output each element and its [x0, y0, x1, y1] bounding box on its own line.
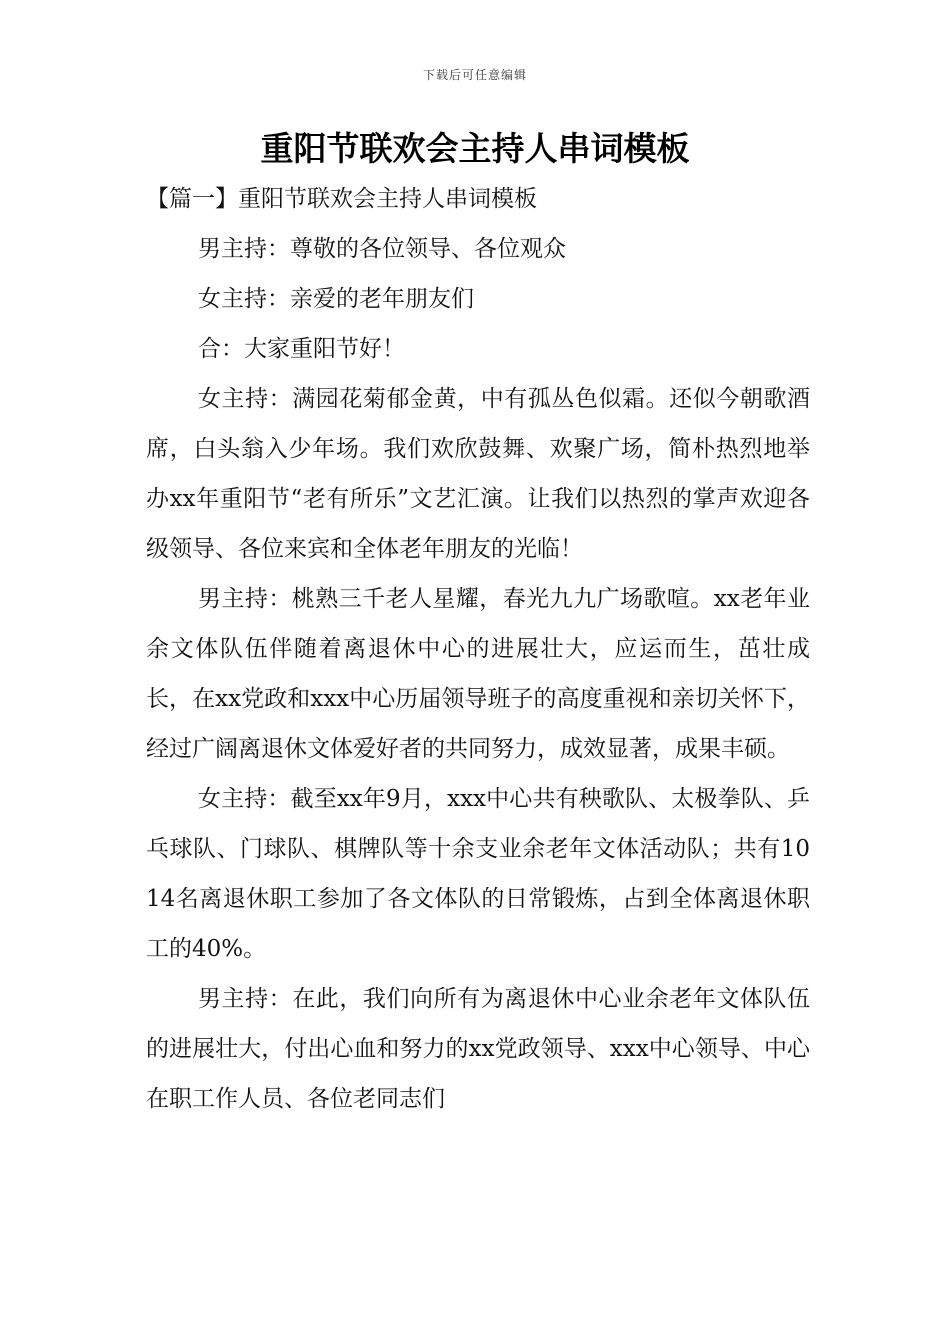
paragraph-female-host-statistics: 女主持：截至xx年9月，xxx中心共有秧歌队、太极拳队、乒乓球队、门球队、棋牌队等十余支业余老年文体活动队；共有1014名离退休职工参加了各文体队的日常锻炼，占到全体离退休职工的40%。 — [146, 786, 810, 962]
paragraph-together-greeting: 合：大家重阳节好！ — [198, 336, 405, 362]
document-body — [146, 174, 810, 1124]
paragraph-female-host-greeting: 女主持：亲爱的老年朋友们 — [198, 286, 474, 312]
paragraph-male-host-history: 男主持：桃熟三千老人星耀，春光九九广场歌喧。xx老年业余文体队伍伴随着离退休中心的进展壮大，应运而生，茁壮成长，在xx党政和xxx中心历届领导班子的高度重视和亲切关怀下，经过广阔离退休文体爱好者的共同努力，成效显著，成果丰硕。 — [146, 586, 810, 762]
document-title: 重阳节联欢会主持人串词模板 — [260, 129, 690, 168]
paragraph-female-host-opening: 女主持：满园花菊郁金黄，中有孤丛色似霜。还似今朝歌酒席，白头翁入少年场。我们欢欣鼓舞、欢聚广场，简朴热烈地举办xx年重阳节“老有所乐”文艺汇演。让我们以热烈的掌声欢迎各级领导、各位来宾和全体老年朋友的光临！ — [146, 386, 810, 562]
section-heading: 【篇一】重阳节联欢会主持人串词模板 — [146, 186, 537, 212]
paragraph-male-host-thanks: 男主持：在此，我们向所有为离退休中心业余老年文体队伍的进展壮大，付出心血和努力的xx党政领导、xxx中心领导、中心在职工作人员、各位老同志们 — [146, 986, 810, 1112]
paragraph-male-host-greeting: 男主持：尊敬的各位领导、各位观众 — [198, 236, 566, 262]
header-note: 下载后可任意编辑 — [422, 68, 527, 82]
